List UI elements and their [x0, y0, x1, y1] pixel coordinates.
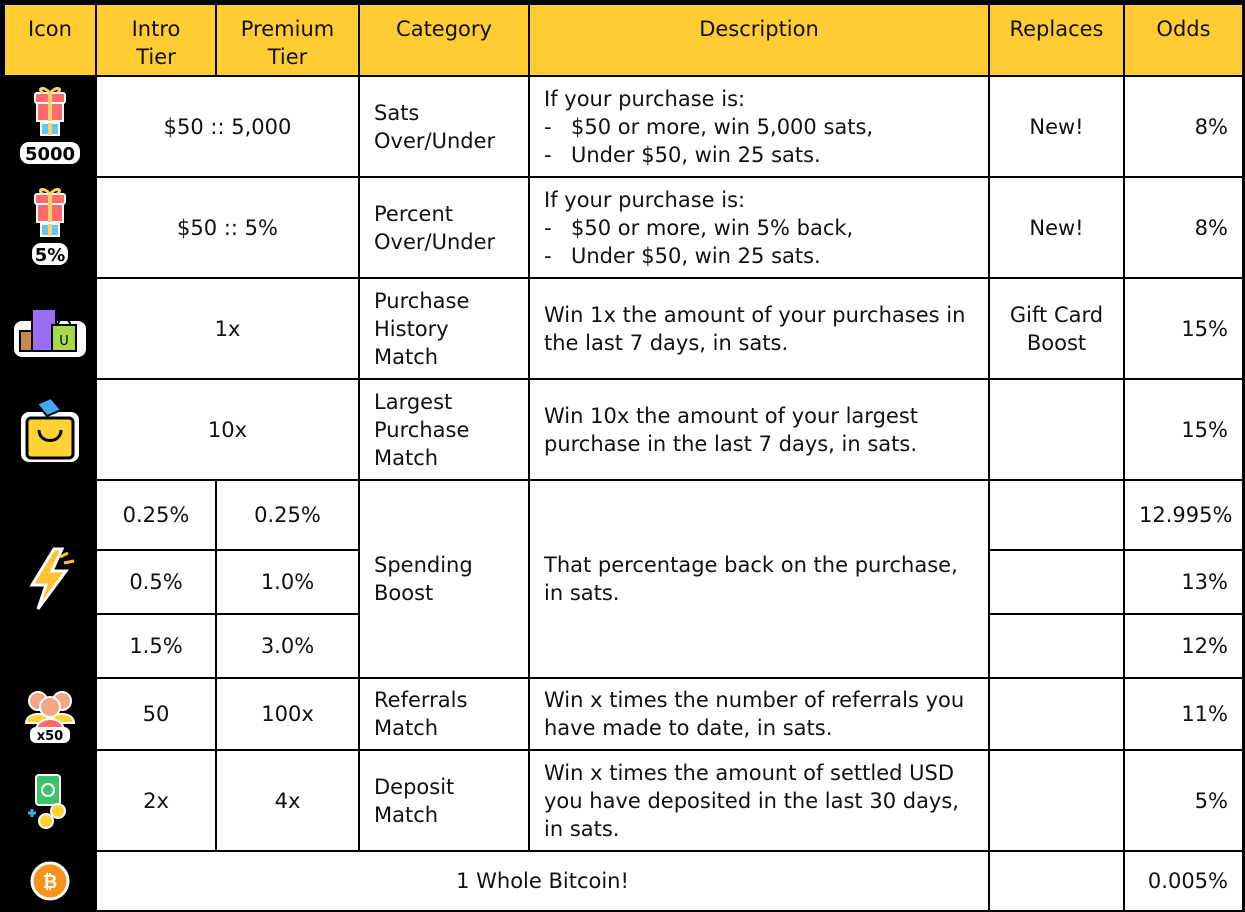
- bitcoin-icon: [4, 851, 96, 911]
- table-row: [4, 177, 1243, 278]
- intro-tier-value: 0.5%: [96, 550, 216, 614]
- svg-text:x50: x50: [36, 729, 64, 744]
- header-premium-tier: Premium Tier: [216, 4, 359, 76]
- description: If your purchase is: - $50 or more, win 5,000 sats, - Under $50, win 25 sats.: [529, 76, 989, 177]
- intro-tier-value: 0.25%: [96, 480, 216, 550]
- replaces: [989, 480, 1124, 550]
- svg-text:5%: 5%: [34, 244, 66, 266]
- lightning-hand-icon: [4, 480, 96, 678]
- category: Percent Over/Under: [359, 177, 529, 278]
- odds: 8%: [1124, 76, 1243, 177]
- replaces: [989, 379, 1124, 480]
- odds: 12.995%: [1124, 480, 1243, 550]
- header-replaces: Replaces: [989, 4, 1124, 76]
- replaces: [989, 851, 1124, 911]
- description-bullet: $50 or more, win 5,000 sats,: [571, 114, 874, 139]
- description-intro: If your purchase is:: [544, 86, 746, 111]
- referrals-icon: [4, 678, 96, 750]
- odds: 8%: [1124, 177, 1243, 278]
- table-row: [4, 379, 1243, 480]
- svg-text:U: U: [59, 333, 69, 349]
- premium-tier-value: 100x: [216, 678, 359, 750]
- category: Deposit Match: [359, 750, 529, 851]
- description: Win 10x the amount of your largest purchase in the last 7 days, in sats.: [529, 379, 989, 480]
- odds: 15%: [1124, 278, 1243, 379]
- tier-value: $50 :: 5%: [96, 177, 359, 278]
- table-row: [4, 480, 1243, 550]
- odds: 15%: [1124, 379, 1243, 480]
- table-row: [4, 851, 1243, 911]
- premium-tier-value: 1.0%: [216, 550, 359, 614]
- odds: 11%: [1124, 678, 1243, 750]
- description-bullet: Under $50, win 25 sats.: [571, 142, 821, 167]
- odds: 0.005%: [1124, 851, 1243, 911]
- gift-5000-icon: [4, 76, 96, 177]
- tier-value: $50 :: 5,000: [96, 76, 359, 177]
- description: Win x times the number of referrals you have made to date, in sats.: [529, 678, 989, 750]
- replaces: [989, 614, 1124, 678]
- svg-text:₿: ₿: [42, 872, 58, 893]
- description: That percentage back on the purchase, in sats.: [529, 480, 989, 678]
- gift-percent-icon: [4, 177, 96, 278]
- description: Win x times the amount of settled USD you have deposited in the last 30 days, in sats.: [529, 750, 989, 851]
- replaces: [989, 678, 1124, 750]
- deposit-icon: [4, 750, 96, 851]
- shopping-bag-icon: [4, 379, 96, 480]
- category: Largest Purchase Match: [359, 379, 529, 480]
- header-intro-tier: Intro Tier: [96, 4, 216, 76]
- header-icon: Icon: [4, 4, 96, 76]
- table-row: [4, 76, 1243, 177]
- description-bullet: Under $50, win 25 sats.: [571, 243, 821, 268]
- replaces: New!: [989, 177, 1124, 278]
- category: Spending Boost: [359, 480, 529, 678]
- header-category: Category: [359, 4, 529, 76]
- replaces: New!: [989, 76, 1124, 177]
- tier-value: 1x: [96, 278, 359, 379]
- header-row: [4, 4, 1243, 76]
- odds: 12%: [1124, 614, 1243, 678]
- category: Purchase History Match: [359, 278, 529, 379]
- replaces: Gift Card Boost: [989, 278, 1124, 379]
- grand-prize: 1 Whole Bitcoin!: [96, 851, 989, 911]
- svg-text:5000: 5000: [24, 143, 76, 165]
- odds: 5%: [1124, 750, 1243, 851]
- premium-tier-value: 0.25%: [216, 480, 359, 550]
- description: Win 1x the amount of your purchases in the last 7 days, in sats.: [529, 278, 989, 379]
- table-row: [4, 278, 1243, 379]
- rewards-table: [3, 3, 1244, 912]
- table-row: [4, 678, 1243, 750]
- header-description: Description: [529, 4, 989, 76]
- header-odds: Odds: [1124, 4, 1243, 76]
- intro-tier-value: 50: [96, 678, 216, 750]
- replaces: [989, 750, 1124, 851]
- odds: 13%: [1124, 550, 1243, 614]
- tier-value: 10x: [96, 379, 359, 480]
- premium-tier-value: 4x: [216, 750, 359, 851]
- table-row: [4, 750, 1243, 851]
- intro-tier-value: 2x: [96, 750, 216, 851]
- intro-tier-value: 1.5%: [96, 614, 216, 678]
- shopping-bags-icon: [4, 278, 96, 379]
- category: Sats Over/Under: [359, 76, 529, 177]
- replaces: [989, 550, 1124, 614]
- description-bullet: $50 or more, win 5% back,: [571, 215, 854, 240]
- description: If your purchase is: - $50 or more, win 5% back, - Under $50, win 25 sats.: [529, 177, 989, 278]
- category: Referrals Match: [359, 678, 529, 750]
- description-intro: If your purchase is:: [544, 187, 746, 212]
- premium-tier-value: 3.0%: [216, 614, 359, 678]
